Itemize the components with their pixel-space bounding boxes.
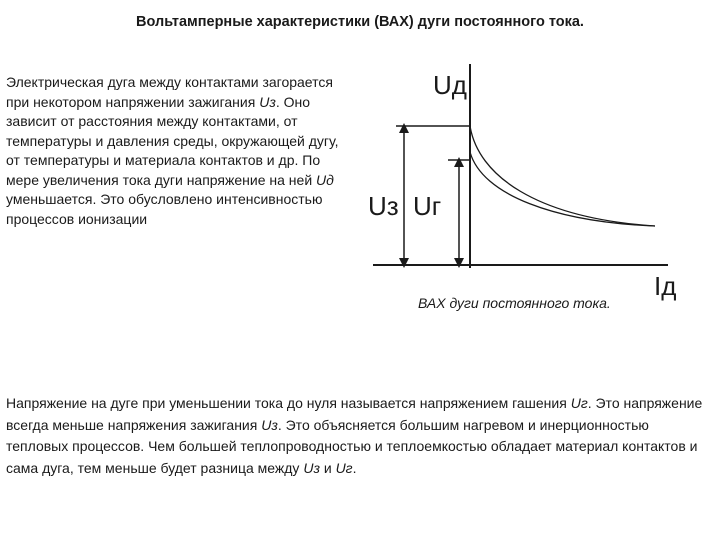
- uz-symbol: Uз: [303, 459, 320, 476]
- bottom-text-part3: . Это объясняется большим нагревом и инерционностью тепловых процессов. Чем большей теплопроводностью и теплоемкостью обладает материал контактов и сама дуга, тем меньше будет разница между: [6, 416, 698, 476]
- y-axis-label: Uд: [433, 70, 467, 100]
- left-text-part3: уменьшается. Это обусловлено интенсивностью процессов ионизации: [6, 191, 323, 227]
- left-text-part2: . Оно зависит от расстояния между контактами, от температуры и давления среды, окружающей дугу, от температуры и материала контактов и др. По мере увеличения тока дуги напряжение на ней: [6, 93, 339, 188]
- bottom-text-part5: .: [352, 459, 357, 476]
- page-title: Вольтамперные характеристики (ВАХ) дуги постоянного тока.: [136, 14, 584, 30]
- left-text-part1: Электрическая дуга между контактами загорается при некотором напряжении зажигания: [6, 74, 333, 110]
- ug-symbol: Uг: [335, 459, 353, 476]
- ug-label: Uг: [413, 191, 442, 221]
- bottom-paragraph: [6, 393, 714, 479]
- diagram-caption: ВАХ дуги постоянного тока.: [418, 295, 611, 311]
- bottom-text-part2: . Это напряжение всегда меньше напряжения зажигания: [6, 395, 703, 433]
- ud-symbol: Uд: [316, 171, 334, 188]
- uz-symbol: Uз: [261, 416, 278, 433]
- ignition-curve: [470, 126, 655, 226]
- ug-symbol: Uг: [570, 395, 588, 411]
- bottom-text-part1: Напряжение на дуге при уменьшении тока до нуля называется напряжением гашения: [6, 395, 571, 411]
- bottom-text-part4: и: [319, 459, 336, 476]
- uz-label: Uз: [368, 191, 399, 221]
- uz-symbol: Uз: [259, 93, 276, 110]
- extinction-curve: [470, 152, 655, 226]
- x-axis-label: Iд: [654, 271, 677, 301]
